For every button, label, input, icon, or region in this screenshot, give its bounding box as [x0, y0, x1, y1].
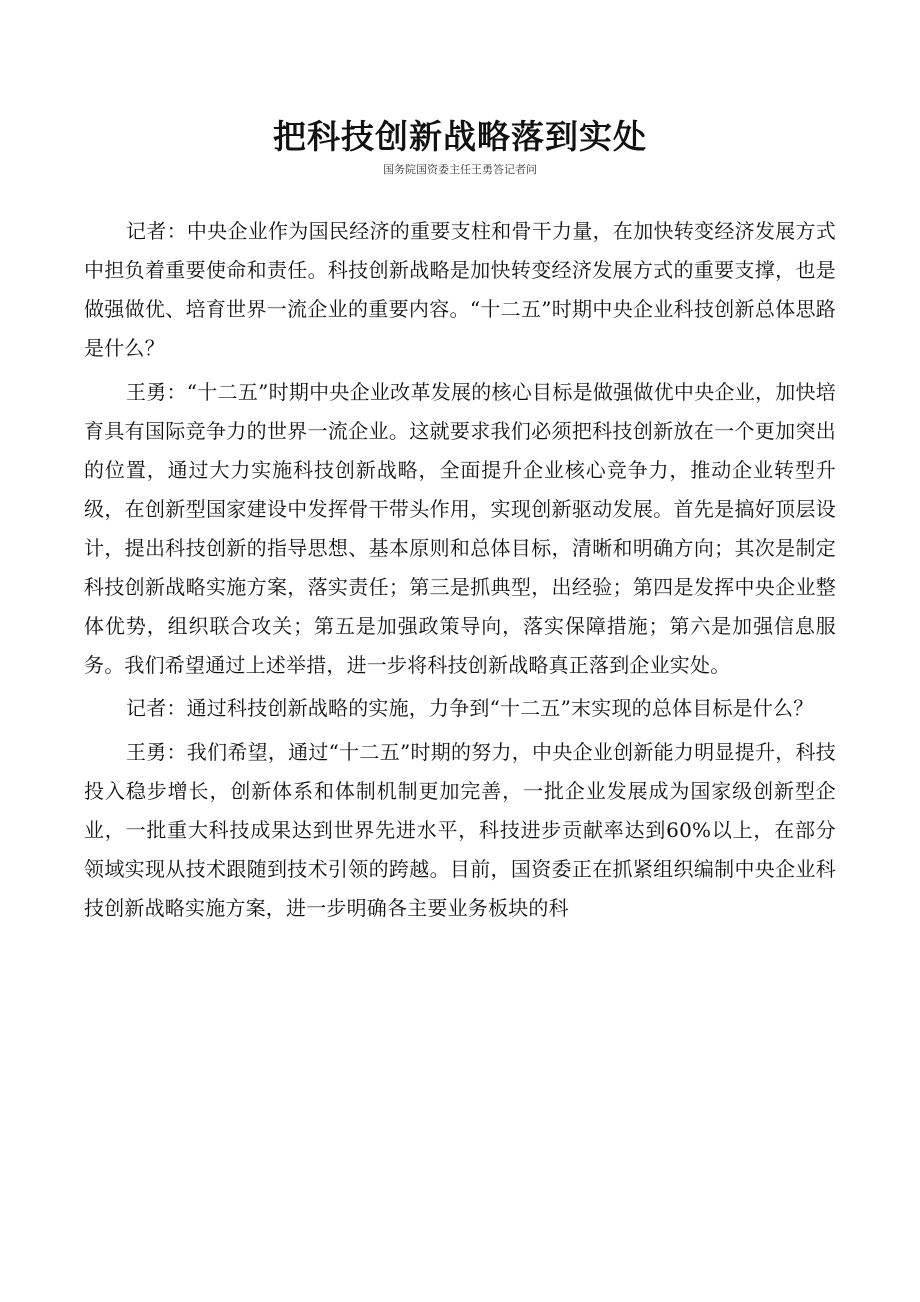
- paragraph-reporter-question-1: 记者：中央企业作为国民经济的重要支柱和骨干力量，在加快转变经济发展方式中担负着重要使命和责任。科技创新战略是加快转变经济发展方式的重要支撑，也是做强做优、培育世界一流企业的重要内容。“十二五”时期中央企业科技创新总体思路是什么？: [84, 219, 836, 360]
- page-subtitle: 国务院国资委主任王勇答记者问: [383, 163, 537, 176]
- paragraph-reporter-question-2: 记者：通过科技创新战略的实施，力争到“十二五”末实现的总体目标是什么？: [126, 696, 814, 720]
- paragraph-wangyong-answer-2: 王勇：我们希望，通过“十二五”时期的努力，中央企业创新能力明显提升，科技投入稳步增长，创新体系和体制机制更加完善，一批企业发展成为国家级创新型企业，一批重大科技成果达到世界先进水平，科技进步贡献率达到60%以上，在部分领域实现从技术跟随到技术引领的跨越。目前，国资委正在抓紧组织编制中央企业科技创新战略实施方案，进一步明确各主要业务板块的科: [84, 739, 836, 920]
- article-body: [84, 212, 836, 932]
- page-title: 把科技创新战略落到实处: [273, 117, 647, 156]
- paragraph-wangyong-answer-1: 王勇：“十二五”时期中央企业改革发展的核心目标是做强做优中央企业，加快培育具有国际竞争力的世界一流企业。这就要求我们必须把科技创新放在一个更加突出的位置，通过大力实施科技创新战略，全面提升企业核心竞争力，推动企业转型升级，在创新型国家建设中发挥骨干带头作用，实现创新驱动发展。首先是搞好顶层设计，提出科技创新的指导思想、基本原则和总体目标，清晰和明确方向；其次是制定科技创新战略实施方案，落实责任；第三是抓典型，出经验；第四是发挥中央企业整体优势，组织联合攻关；第五是加强政策导向，落实保障措施；第六是加强信息服务。我们希望通过上述举措，进一步将科技创新战略真正落到企业实处。: [84, 379, 836, 677]
